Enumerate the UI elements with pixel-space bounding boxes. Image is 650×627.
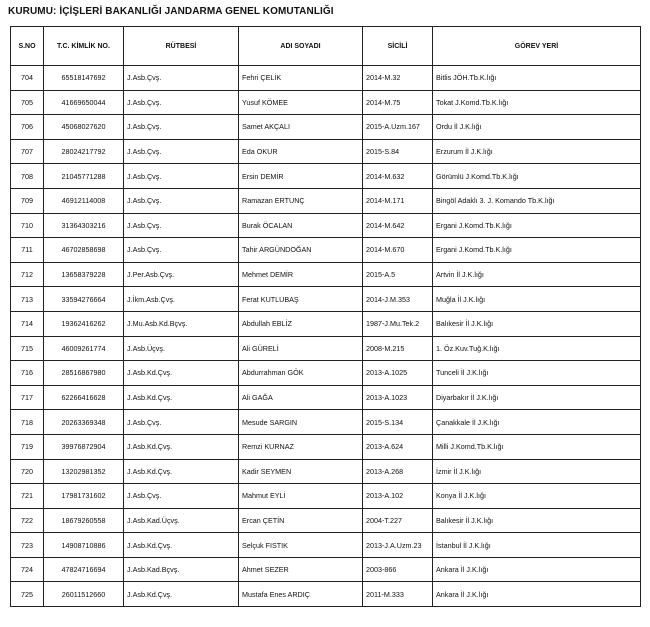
cell-rank: J.İkm.Asb.Çvş. xyxy=(124,287,239,312)
cell-registry: 2014-M.32 xyxy=(363,66,433,91)
cell-duty-station: İzmir İl J.K.lığı xyxy=(433,459,641,484)
cell-registry: 2014-M.75 xyxy=(363,90,433,115)
cell-tc-no: 46009261774 xyxy=(44,336,124,361)
cell-rank: J.Asb.Kd.Çvş. xyxy=(124,582,239,607)
cell-name: Ali GÜRELİ xyxy=(239,336,363,361)
cell-rank: J.Asb.Çvş. xyxy=(124,484,239,509)
table-row xyxy=(11,262,641,287)
cell-sno: 725 xyxy=(11,582,44,607)
cell-rank: J.Asb.Çvş. xyxy=(124,213,239,238)
cell-name: Samet AKÇALI xyxy=(239,115,363,140)
cell-tc-no: 19362416262 xyxy=(44,311,124,336)
cell-sno: 718 xyxy=(11,410,44,435)
cell-duty-station: Milli J.Komd.Tb.K.lığı xyxy=(433,434,641,459)
cell-duty-station: Ergani J.Komd.Tb.K.lığı xyxy=(433,238,641,263)
cell-tc-no: 31364303216 xyxy=(44,213,124,238)
cell-rank: J.Asb.Kd.Çvş. xyxy=(124,533,239,558)
cell-tc-no: 39976872904 xyxy=(44,434,124,459)
cell-duty-station: Ergani J.Komd.Tb.K.lığı xyxy=(433,213,641,238)
cell-rank: J.Asb.Kd.Çvş. xyxy=(124,385,239,410)
cell-rank: J.Asb.Kad.Üçvş. xyxy=(124,508,239,533)
table-row xyxy=(11,287,641,312)
cell-registry: 2013-A.1025 xyxy=(363,361,433,386)
cell-duty-station: Tokat J.Komd.Tb.K.lığı xyxy=(433,90,641,115)
cell-registry: 2004-T.227 xyxy=(363,508,433,533)
cell-name: Ferat KUTLUBAŞ xyxy=(239,287,363,312)
cell-name: Tahir ARGÜNDOĞAN xyxy=(239,238,363,263)
cell-rank: J.Asb.Çvş. xyxy=(124,115,239,140)
cell-sno: 707 xyxy=(11,139,44,164)
cell-sno: 710 xyxy=(11,213,44,238)
cell-name: Abdullah EBLİZ xyxy=(239,311,363,336)
cell-duty-station: Muğla İl J.K.lığı xyxy=(433,287,641,312)
cell-registry: 1987-J.Mu.Tek.2 xyxy=(363,311,433,336)
cell-tc-no: 13658379228 xyxy=(44,262,124,287)
cell-sno: 705 xyxy=(11,90,44,115)
cell-tc-no: 41669650044 xyxy=(44,90,124,115)
cell-sno: 719 xyxy=(11,434,44,459)
cell-tc-no: 33594276664 xyxy=(44,287,124,312)
cell-sno: 709 xyxy=(11,188,44,213)
header-duty-station: GÖREV YERİ xyxy=(433,27,641,66)
cell-tc-no: 20263369348 xyxy=(44,410,124,435)
cell-name: Abdurrahman GÖK xyxy=(239,361,363,386)
cell-tc-no: 62266416628 xyxy=(44,385,124,410)
cell-name: Mustafa Enes ARDIÇ xyxy=(239,582,363,607)
cell-sno: 716 xyxy=(11,361,44,386)
table-row xyxy=(11,90,641,115)
cell-sno: 721 xyxy=(11,484,44,509)
cell-name: Fehri ÇELİK xyxy=(239,66,363,91)
table-row xyxy=(11,311,641,336)
cell-sno: 706 xyxy=(11,115,44,140)
cell-rank: J.Asb.Çvş. xyxy=(124,410,239,435)
cell-tc-no: 47824716694 xyxy=(44,557,124,582)
cell-sno: 720 xyxy=(11,459,44,484)
cell-registry: 2003-866 xyxy=(363,557,433,582)
cell-duty-station: Diyarbakır İl J.K.lığı xyxy=(433,385,641,410)
cell-tc-no: 46702858698 xyxy=(44,238,124,263)
cell-tc-no: 28516867980 xyxy=(44,361,124,386)
cell-rank: J.Asb.Kd.Çvş. xyxy=(124,459,239,484)
cell-rank: J.Per.Asb.Çvş. xyxy=(124,262,239,287)
cell-registry: 2011-M.333 xyxy=(363,582,433,607)
cell-name: Ahmet SEZER xyxy=(239,557,363,582)
cell-rank: J.Asb.Çvş. xyxy=(124,90,239,115)
table-row xyxy=(11,508,641,533)
cell-duty-station: Tunceli İl J.K.lığı xyxy=(433,361,641,386)
cell-name: Burak ÖCALAN xyxy=(239,213,363,238)
cell-duty-station: Ankara İl J.K.lığı xyxy=(433,557,641,582)
cell-name: Ali GAĞA xyxy=(239,385,363,410)
table-row xyxy=(11,410,641,435)
cell-registry: 2014-M.670 xyxy=(363,238,433,263)
cell-registry: 2015-S.134 xyxy=(363,410,433,435)
cell-tc-no: 18679260558 xyxy=(44,508,124,533)
cell-registry: 2015-A.Uzm.167 xyxy=(363,115,433,140)
cell-rank: J.Asb.Çvş. xyxy=(124,238,239,263)
cell-rank: J.Asb.Çvş. xyxy=(124,66,239,91)
cell-rank: J.Asb.Çvş. xyxy=(124,188,239,213)
table-header-row xyxy=(11,27,641,66)
cell-name: Mesude SARGIN xyxy=(239,410,363,435)
cell-sno: 713 xyxy=(11,287,44,312)
cell-sno: 708 xyxy=(11,164,44,189)
table-row xyxy=(11,139,641,164)
cell-rank: J.Asb.Kad.Bçvş. xyxy=(124,557,239,582)
table-row xyxy=(11,361,641,386)
table-row xyxy=(11,385,641,410)
cell-duty-station: Balıkesir İl J.K.lığı xyxy=(433,508,641,533)
cell-registry: 2013-J.A.Uzm.23 xyxy=(363,533,433,558)
cell-name: Mehmet DEMİR xyxy=(239,262,363,287)
cell-sno: 704 xyxy=(11,66,44,91)
header-sno: S.NO xyxy=(11,27,44,66)
cell-sno: 723 xyxy=(11,533,44,558)
cell-tc-no: 17981731602 xyxy=(44,484,124,509)
cell-duty-station: Bingöl Adaklı 3. J. Komando Tb.K.lığı xyxy=(433,188,641,213)
cell-tc-no: 45068027620 xyxy=(44,115,124,140)
cell-tc-no: 14908710886 xyxy=(44,533,124,558)
table-row xyxy=(11,582,641,607)
cell-tc-no: 46912114008 xyxy=(44,188,124,213)
cell-sno: 714 xyxy=(11,311,44,336)
cell-registry: 2013-A.624 xyxy=(363,434,433,459)
table-row xyxy=(11,213,641,238)
header-tc-no: T.C. KİMLİK NO. xyxy=(44,27,124,66)
cell-tc-no: 65518147692 xyxy=(44,66,124,91)
cell-name: Ramazan ERTUNÇ xyxy=(239,188,363,213)
cell-sno: 724 xyxy=(11,557,44,582)
cell-rank: J.Asb.Kd.Çvş. xyxy=(124,434,239,459)
cell-name: Mahmut EYLİ xyxy=(239,484,363,509)
cell-registry: 2015-S.84 xyxy=(363,139,433,164)
cell-sno: 711 xyxy=(11,238,44,263)
cell-duty-station: Ordu İl J.K.lığı xyxy=(433,115,641,140)
cell-registry: 2014-M.642 xyxy=(363,213,433,238)
cell-rank: J.Mu.Asb.Kd.Bçvş. xyxy=(124,311,239,336)
table-row xyxy=(11,115,641,140)
cell-rank: J.Asb.Üçvş. xyxy=(124,336,239,361)
personnel-table xyxy=(10,26,641,607)
cell-duty-station: Artvin İl J.K.lığı xyxy=(433,262,641,287)
table-row xyxy=(11,238,641,263)
cell-registry: 2008-M.215 xyxy=(363,336,433,361)
table-row xyxy=(11,533,641,558)
cell-rank: J.Asb.Kd.Çvş. xyxy=(124,361,239,386)
cell-registry: 2013-A.268 xyxy=(363,459,433,484)
cell-registry: 2013-A.102 xyxy=(363,484,433,509)
cell-name: Remzi KURNAZ xyxy=(239,434,363,459)
cell-sno: 717 xyxy=(11,385,44,410)
table-row xyxy=(11,66,641,91)
document-title: KURUMU: İÇİŞLERİ BAKANLIĞI JANDARMA GENEL KOMUTANLIĞI xyxy=(8,6,334,17)
cell-rank: J.Asb.Çvş. xyxy=(124,164,239,189)
table-row xyxy=(11,164,641,189)
table-row xyxy=(11,434,641,459)
cell-registry: 2014-M.171 xyxy=(363,188,433,213)
cell-sno: 722 xyxy=(11,508,44,533)
cell-sno: 712 xyxy=(11,262,44,287)
header-rank: RÜTBESİ xyxy=(124,27,239,66)
cell-registry: 2015-A.5 xyxy=(363,262,433,287)
cell-registry: 2014-M.632 xyxy=(363,164,433,189)
cell-sno: 715 xyxy=(11,336,44,361)
cell-name: Ersin DEMİR xyxy=(239,164,363,189)
cell-registry: 2014-J.M.353 xyxy=(363,287,433,312)
header-registry: SİCİLİ xyxy=(363,27,433,66)
cell-name: Eda OKUR xyxy=(239,139,363,164)
header-name: ADI SOYADI xyxy=(239,27,363,66)
cell-duty-station: Bitlis JÖH.Tb.K.lığı xyxy=(433,66,641,91)
cell-duty-station: Ankara İl J.K.lığı xyxy=(433,582,641,607)
cell-tc-no: 13202981352 xyxy=(44,459,124,484)
cell-tc-no: 21045771288 xyxy=(44,164,124,189)
cell-duty-station: Konya İl J.K.lığı xyxy=(433,484,641,509)
table-row xyxy=(11,336,641,361)
table-row xyxy=(11,557,641,582)
cell-tc-no: 26011512660 xyxy=(44,582,124,607)
cell-duty-station: Balıkesir İl J.K.lığı xyxy=(433,311,641,336)
cell-duty-station: Görümlü J.Komd.Tb.K.lığı xyxy=(433,164,641,189)
cell-name: Yusuf KÖMEE xyxy=(239,90,363,115)
cell-name: Selçuk FISTIK xyxy=(239,533,363,558)
cell-duty-station: Erzurum İl J.K.lığı xyxy=(433,139,641,164)
cell-tc-no: 28024217792 xyxy=(44,139,124,164)
cell-duty-station: 1. Öz.Kuv.Tuğ.K.lığı xyxy=(433,336,641,361)
cell-name: Ercan ÇETİN xyxy=(239,508,363,533)
table-body xyxy=(11,66,641,607)
cell-duty-station: Çanakkale İl J.K.lığı xyxy=(433,410,641,435)
table-row xyxy=(11,459,641,484)
cell-name: Kadir SEYMEN xyxy=(239,459,363,484)
cell-rank: J.Asb.Çvş. xyxy=(124,139,239,164)
cell-duty-station: İstanbul İl J.K.lığı xyxy=(433,533,641,558)
cell-registry: 2013-A.1023 xyxy=(363,385,433,410)
table-row xyxy=(11,484,641,509)
table-row xyxy=(11,188,641,213)
